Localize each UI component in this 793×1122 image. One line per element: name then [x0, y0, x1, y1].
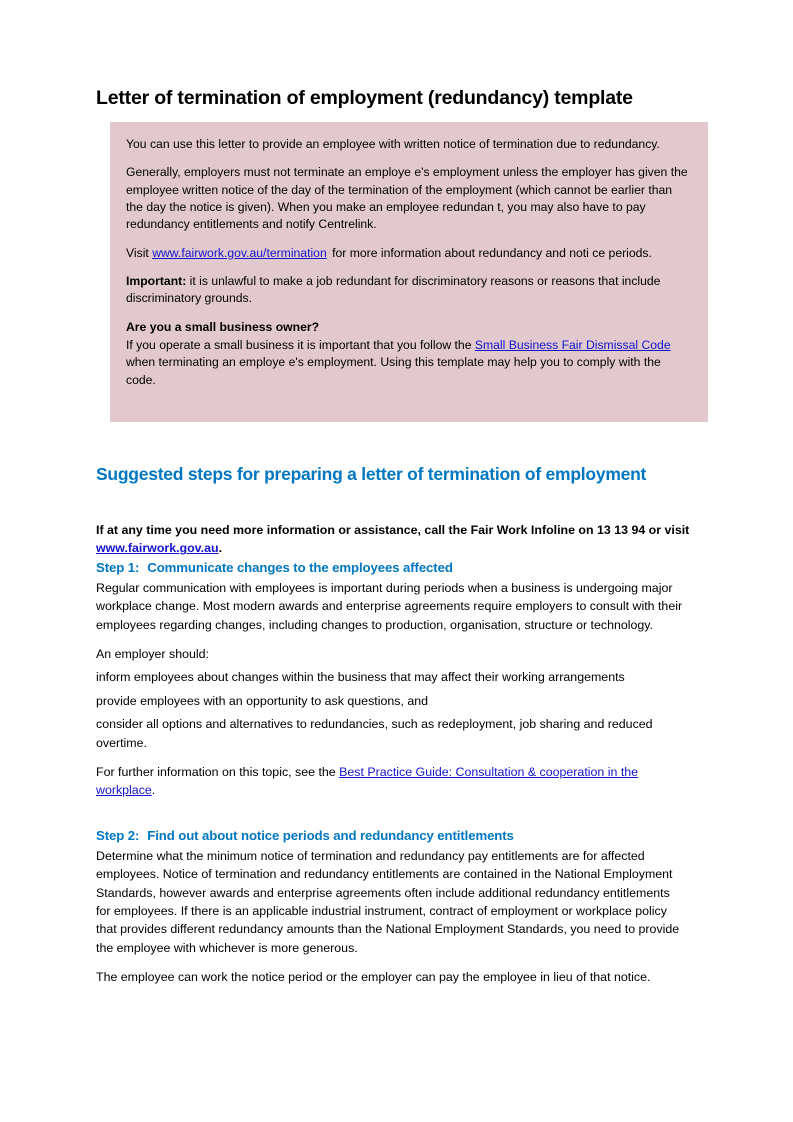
- info-callout-box: [110, 122, 708, 422]
- small-business-prefix-text: If you operate a small business it is important that you follow the: [126, 337, 475, 352]
- important-text: it is unlawful to make a job redundant for discriminatory reasons or reasons that include discriminatory grounds.: [126, 273, 661, 306]
- step-2-heading: [96, 828, 684, 843]
- closing-paragraph: The employee can work the notice period or the employer can pay the employee in lieu of that notice.: [96, 970, 651, 984]
- infoline-intro-paragraph: [96, 522, 696, 558]
- best-practice-guide-link[interactable]: Best Practice Guide: Consultation & cooperation in the workplace: [96, 764, 639, 798]
- info-important-paragraph: [126, 273, 692, 308]
- step-1-label: Step 1:: [96, 560, 140, 575]
- step-1-block: [96, 560, 684, 800]
- step-1-further-info-paragraph: [96, 763, 684, 800]
- fairwork-home-link[interactable]: www.fairwork.gov.au: [96, 541, 219, 556]
- visit-suffix-text: for more information about redundancy and noti ce periods.: [328, 245, 652, 260]
- closing-block: [96, 968, 684, 986]
- further-info-suffix-text: .: [151, 783, 156, 798]
- fairwork-termination-link[interactable]: www.fairwork.gov.au/termination: [152, 245, 327, 260]
- intro-prefix-text: If at any time you need more information or assistance, call the Fair Work Infoline on 13 13 94 or visit: [96, 523, 690, 538]
- intro-suffix-text: .: [218, 541, 223, 556]
- small-business-heading-text: Are you a small business owner?: [126, 319, 320, 334]
- list-item: consider all options and alternatives to redundancies, such as redeployment, job sharing and reduced overtime.: [96, 717, 653, 750]
- step-1-paragraph-1: Regular communication with employees is important during periods when a business is undergoing major workplace change. Most modern awards and enterprise agreements require employers to consult with their employees regarding changes, including changes to production, organisation, structure or technology.: [96, 581, 683, 632]
- small-business-suffix-text: when terminating an employe e's employment. Using this template may help you to comply with the code.: [126, 355, 661, 387]
- small-business-heading: [126, 319, 692, 336]
- important-label: Important:: [126, 273, 187, 288]
- info-paragraph-2: Generally, employers must not terminate an employe e's employment unless the employer has given the employee written notice of the day of the termination of the employment (which cannot be earlier than the day the notice is given). When you make an employee redundan t, you may also have to pay redundancy entitlements and notify Centrelink.: [126, 165, 688, 232]
- small-business-fair-dismissal-code-link[interactable]: Small Business Fair Dismissal Code: [474, 337, 671, 352]
- section-heading-suggested-steps: Suggested steps for preparing a letter of termination of employment: [96, 463, 647, 484]
- small-business-paragraph: [126, 337, 692, 389]
- info-visit-paragraph: [126, 245, 692, 262]
- step-1-list-lead-in: An employer should:: [96, 647, 209, 662]
- list-item: provide employees with an opportunity to ask questions, and: [96, 693, 428, 708]
- list-item: inform employees about changes within the business that may affect their working arrangements: [96, 670, 625, 685]
- further-info-prefix-text: For further information on this topic, see the: [96, 764, 340, 779]
- step-2-paragraph-1: Determine what the minimum notice of termination and redundancy pay entitlements are for affected employees. Notice of termination and redundancy entitlements are contained in the National Employment Standards, however awards and enterprise agreements often include additional redundancy entitlements for employees. If there is an applicable industrial instrument, contract of employment or workplace policy that provides different redundancy amounts than the National Employment Standards, you need to provide the employee with whichever is more generous.: [96, 849, 680, 955]
- step-1-heading-text: Communicate changes to the employees affected: [147, 560, 453, 575]
- step-2-block: [96, 828, 684, 957]
- step-1-heading: [96, 560, 684, 575]
- visit-prefix-text: Visit: [126, 245, 153, 260]
- step-2-label: Step 2:: [96, 828, 140, 843]
- page-title: Letter of termination of employment (redundancy) template: [96, 87, 633, 110]
- info-paragraph-1: You can use this letter to provide an employee with written notice of termination due to redundancy.: [126, 137, 660, 151]
- step-2-heading-text: Find out about notice periods and redundancy entitlements: [147, 828, 514, 843]
